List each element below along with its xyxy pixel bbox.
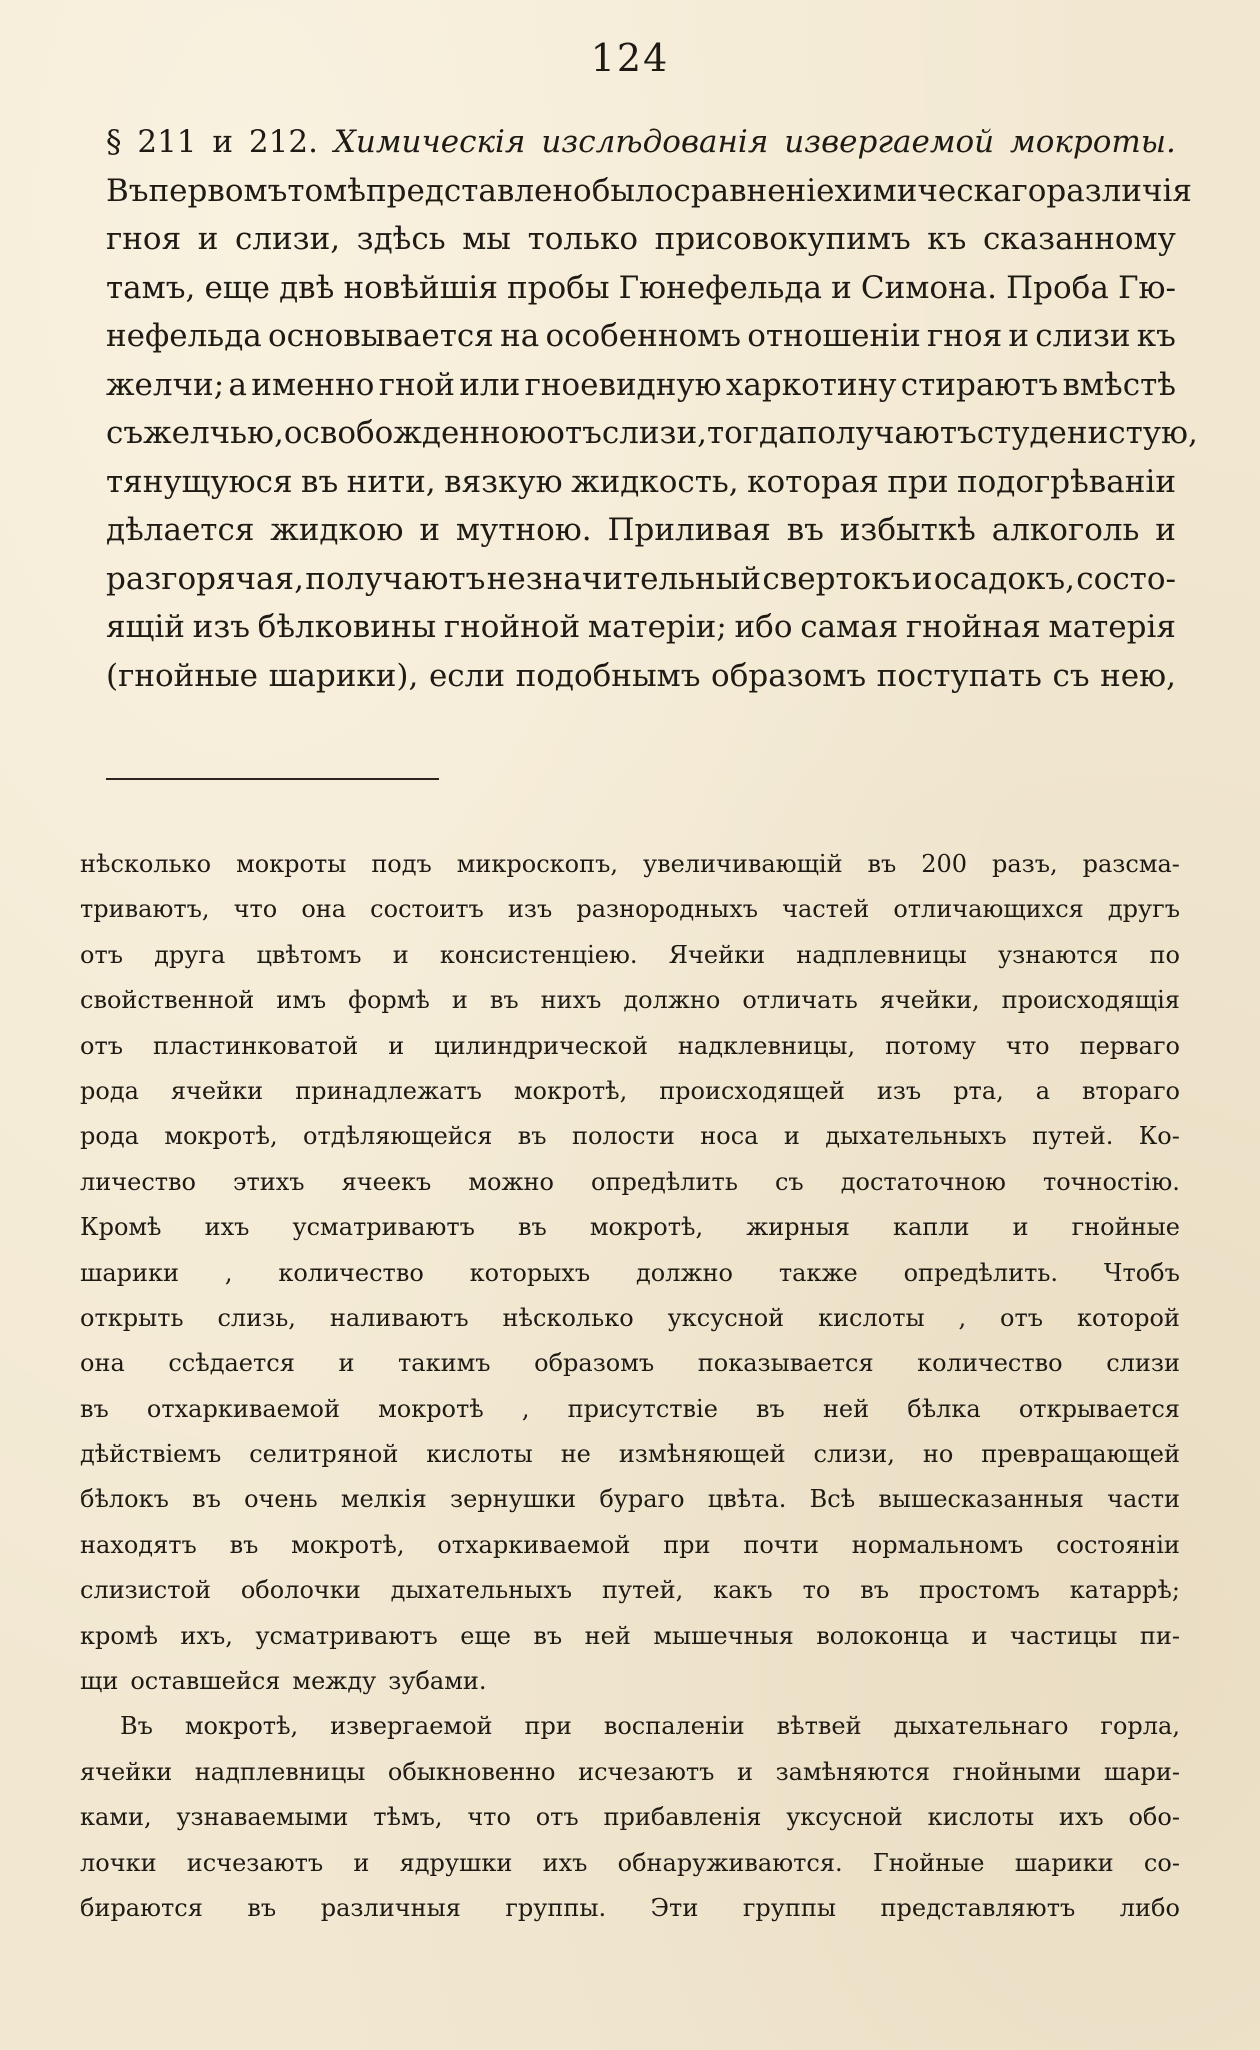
footnote_lines-line: бираются въ различныя группы. Эти группы представляютъ либо bbox=[80, 1893, 1180, 1922]
footnote_lines-line: щи оставшейся между зубами. bbox=[80, 1667, 487, 1696]
main_lines-line: разгорячая, получаютъ незначительный свертокъ и осадокъ, состо- bbox=[106, 560, 1176, 597]
footnote_lines-line: рода ячейки принадлежатъ мокротѣ, происходящей изъ рта, а втораго bbox=[80, 1076, 1180, 1105]
footnote_lines-line: она ссѣдается и такимъ образомъ показывается количество слизи bbox=[80, 1349, 1180, 1378]
main_lines-line: желчи; а именно гной или гноевидную харкотину стираютъ вмѣстѣ bbox=[106, 366, 1176, 403]
footnote_lines-line: лочки исчезаютъ и ядрушки ихъ обнаруживаются. Гнойные шарики со- bbox=[80, 1848, 1180, 1877]
main_lines-line: съ желчью, освобожденною отъ слизи, тогда получаютъ студенистую, bbox=[106, 415, 1198, 451]
main_lines-line: дѣлается жидкою и мутною. Приливая въ избыткѣ алкоголь и bbox=[106, 512, 1176, 548]
footnote-text-block bbox=[80, 842, 1180, 1931]
footnote_lines-line: шарики , количество которыхъ должно также опредѣлить. Чтобъ bbox=[80, 1258, 1180, 1287]
main_lines-line: гноя и слизи, здѣсь мы только присовокупимъ къ сказанному bbox=[106, 221, 1176, 257]
footnote_lines-line: рода мокротѣ, отдѣляющейся въ полости носа и дыхательныхъ путей. Ко- bbox=[80, 1122, 1180, 1151]
footnote_lines-line: триваютъ, что она состоитъ изъ разнородныхъ частей отличающихся другъ bbox=[80, 895, 1180, 924]
footnote_lines-line: нѣсколько мокроты подъ микроскопъ, увеличивающій въ 200 разъ, разсма- bbox=[80, 850, 1180, 878]
main_lines-line: § 211 и 212. Химическія изслѣдованія извергаемой мокроты. bbox=[106, 124, 1176, 160]
footnote_lines-line: отъ пластинковатой и цилиндрической надклевницы, потому что перваго bbox=[80, 1031, 1180, 1060]
footnote_lines-line: Кромѣ ихъ усматриваютъ въ мокротѣ, жирныя капли и гнойные bbox=[80, 1213, 1180, 1242]
main_lines-line: Въ первомъ томѣ представлено было сравненіе химическаго различія bbox=[106, 172, 1192, 209]
main_lines-line: нефельда основывается на особенномъ отношеніи гноя и слизи къ bbox=[106, 318, 1176, 354]
footnote_lines-line: отъ друга цвѣтомъ и консистенціею. Ячейки надплевницы узнаются по bbox=[80, 940, 1180, 969]
footnote_lines-line: въ отхаркиваемой мокротѣ , присутствіе въ ней бѣлка открывается bbox=[80, 1394, 1180, 1423]
main_lines-line: (гнойные шарики), если подобнымъ образомъ поступать съ нею, bbox=[106, 657, 1176, 694]
footnote_lines-line: слизистой оболочки дыхательныхъ путей, какъ то въ простомъ катаррѣ; bbox=[80, 1576, 1180, 1605]
main_lines-line: тянущуюся въ нити, вязкую жидкость, которая при подогрѣваніи bbox=[106, 463, 1176, 500]
footnote_lines-line: Въ мокротѣ, извергаемой при воспаленіи вѣтвей дыхательнаго горла, bbox=[120, 1712, 1180, 1741]
footnote_lines-line: ячейки надплевницы обыкновенно исчезаютъ и замѣняются гнойными шари- bbox=[80, 1757, 1180, 1786]
footnote_lines-line: ками, узнаваемыми тѣмъ, что отъ прибавленія уксусной кислоты ихъ обо- bbox=[80, 1803, 1180, 1832]
page-number: 124 bbox=[590, 36, 670, 80]
footnote_lines-line: открыть слизь, наливаютъ нѣсколько уксусной кислоты , отъ которой bbox=[80, 1303, 1180, 1332]
footnote-separator-rule bbox=[106, 778, 439, 780]
footnote_lines-line: находятъ въ мокротѣ, отхаркиваемой при почти нормальномъ состояніи bbox=[80, 1530, 1180, 1559]
footnote_lines-line: свойственной имъ формѣ и въ нихъ должно отличать ячейки, происходящія bbox=[80, 986, 1180, 1015]
footnote_lines-line: дѣйствіемъ селитряной кислоты не измѣняющей слизи, но превращающей bbox=[80, 1440, 1180, 1469]
main_lines-line: ящій изъ бѣлковины гнойной матеріи; ибо самая гнойная матерія bbox=[106, 609, 1176, 645]
footnote_lines-line: кромѣ ихъ, усматриваютъ еще въ ней мышечныя волоконца и частицы пи- bbox=[80, 1621, 1180, 1650]
footnote_lines-line: личество этихъ ячеекъ можно опредѣлить съ достаточною точностію. bbox=[80, 1167, 1180, 1196]
main-text-block bbox=[106, 118, 1198, 700]
main_lines-line: тамъ, еще двѣ новѣйшія пробы Гюнефельда и Симона. Проба Гю- bbox=[106, 269, 1176, 306]
footnote_lines-line: бѣлокъ въ очень мелкія зернушки бураго цвѣта. Всѣ вышесказанныя части bbox=[80, 1485, 1180, 1514]
